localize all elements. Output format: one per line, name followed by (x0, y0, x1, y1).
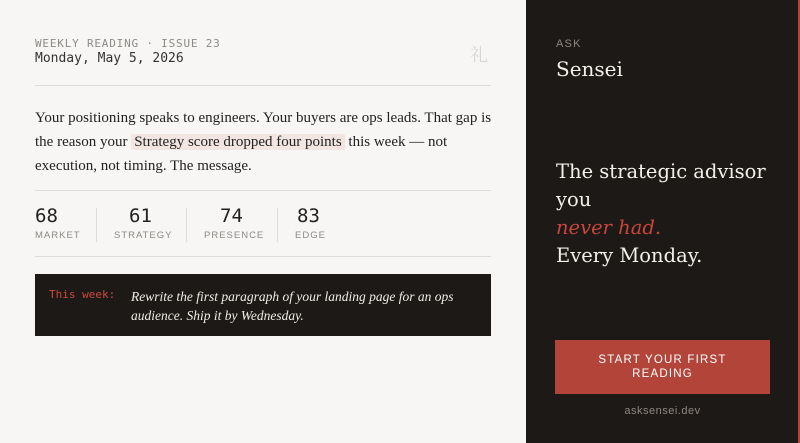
tagline (556, 158, 786, 270)
site-domain: asksensei.dev (624, 405, 701, 417)
score-value: 74 (220, 205, 243, 227)
score-value: 61 (129, 205, 152, 227)
issue-label: WEEKLY READING · ISSUE 23 (35, 37, 221, 50)
seal-glyph: 礼 (470, 45, 488, 66)
score-strategy (114, 205, 173, 243)
divider (35, 85, 491, 86)
divider (35, 190, 491, 191)
score-label: EDGE (295, 230, 326, 241)
start-reading-button[interactable]: START YOUR FIRST READING (555, 340, 770, 394)
score-presence (204, 205, 264, 243)
score-market (35, 205, 81, 243)
callout-message: Rewrite the first paragraph of your landing page for an ops audience. Ship it by Wednesday. (131, 289, 454, 323)
score-label: MARKET (35, 230, 81, 241)
score-edge (295, 205, 326, 243)
reading-body (35, 106, 495, 178)
body-text-start: Your positioning speaks to engineers. Your buyers are ops leads. That gap is the reason your (35, 110, 492, 150)
body-text-end: this week — not execution, not timing. The message. (35, 134, 448, 174)
score-value: 68 (35, 205, 58, 227)
highlighted-phrase: Strategy score dropped four points (131, 134, 344, 150)
tagline-text: Every Monday. (556, 244, 703, 267)
tagline-accent: never had. (556, 216, 662, 239)
callout-tag: This week: (49, 288, 116, 301)
divider (35, 256, 491, 257)
tagline-text: The strategic advisor you (556, 160, 766, 211)
score-value: 83 (297, 205, 320, 227)
score-separator (96, 208, 97, 242)
score-label: STRATEGY (114, 230, 173, 241)
score-separator (186, 208, 187, 242)
brand-name: Sensei (556, 57, 623, 81)
promo-sidebar (526, 0, 798, 443)
score-separator (277, 208, 278, 242)
brand-eyebrow: ASK (556, 38, 582, 50)
issue-date: Monday, May 5, 2026 (35, 51, 184, 66)
this-week-callout (35, 274, 491, 336)
score-label: PRESENCE (204, 230, 265, 241)
